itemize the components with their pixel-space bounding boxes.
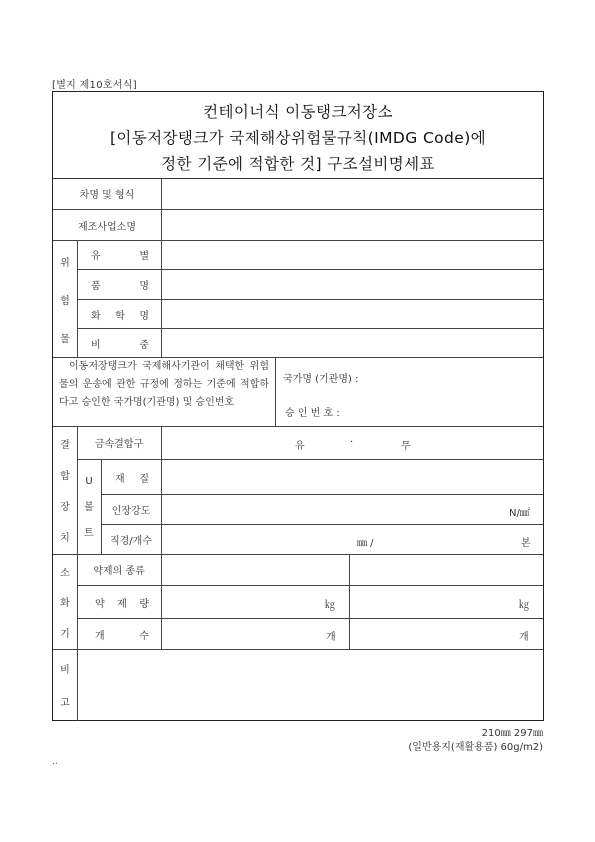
extinguisher-group-label [53, 556, 77, 648]
class-char: 별 [139, 251, 149, 262]
manufacturer-field[interactable] [162, 210, 543, 240]
tensile-label: 인장강도 [111, 506, 151, 517]
chemical-char: 화 [91, 310, 101, 322]
approval-label: 승 인 번 호 : [285, 408, 340, 419]
material-char: 질 [139, 473, 149, 485]
ubolt-char: 볼 [84, 501, 94, 513]
metal-dot: · [350, 437, 354, 448]
count-field[interactable] [383, 525, 513, 554]
chemical-field[interactable] [162, 300, 543, 328]
class-field[interactable] [162, 240, 543, 269]
remarks-char: 비 [60, 665, 70, 676]
hazmat-group-label [53, 242, 77, 356]
approval-field[interactable] [375, 394, 541, 422]
amount-char: 제 [117, 598, 127, 610]
agent-amount-field-1[interactable] [162, 586, 322, 618]
remarks-field[interactable] [78, 650, 543, 720]
remarks-label [53, 652, 77, 718]
ubolt-char: 트 [84, 527, 94, 539]
fixture-char: 장 [60, 502, 70, 513]
extinguisher-count-field-1[interactable] [162, 619, 322, 649]
extinguisher-char: 기 [60, 629, 70, 641]
hazmat-char: 물 [60, 333, 70, 345]
title-line-3: 정한 기준에 적합한 것] 구조설비명세표 [161, 155, 435, 173]
metal-no[interactable]: 무 [401, 441, 411, 452]
title-line-1: 컨테이너식 이동탱크저장소 [203, 103, 393, 121]
rule [77, 240, 78, 357]
count-char: 개 [95, 630, 105, 642]
chemical-label [91, 300, 149, 328]
remarks-char: 고 [60, 698, 70, 709]
extinguisher-count-unit-1: 개 [326, 632, 336, 643]
country-label: 국가명 (기관명) : [283, 374, 359, 385]
tensile-field[interactable] [162, 495, 502, 524]
tensile-unit: N/㎟ [509, 508, 530, 519]
paper-spec: (일반용지(재활용품) 60g/m2) [408, 742, 543, 753]
count-char: 수 [139, 630, 149, 642]
form-code: [별지 제10호서식] [52, 80, 137, 91]
ubolt-label [77, 470, 101, 544]
vehicle-name-label: 차명 및 형식 [79, 190, 135, 201]
fixture-char: 합 [60, 471, 70, 482]
metal-coupler-label: 금속결합구 [94, 439, 144, 450]
extinguisher-count-label [95, 619, 149, 649]
agent-amount-unit-2: ㎏ [519, 600, 529, 611]
agent-amount-label [95, 586, 149, 618]
fixture-char: 치 [60, 533, 70, 544]
fixture-char: 결 [60, 440, 70, 451]
chemical-char: 학 [115, 310, 125, 322]
class-char: 유 [91, 251, 101, 262]
hazmat-char: 위 [60, 257, 70, 269]
title-box [53, 92, 543, 179]
material-label [115, 460, 149, 494]
agent-type-field-2[interactable] [350, 554, 543, 585]
gravity-field[interactable] [162, 329, 543, 357]
gravity-label [91, 329, 149, 357]
extinguisher-count-field-2[interactable] [350, 619, 518, 649]
chemical-char: 명 [139, 310, 149, 322]
agent-type-field-1[interactable] [162, 554, 349, 585]
spec-sheet [52, 91, 544, 721]
diameter-unit: ㎜ / [357, 538, 374, 549]
agent-amount-field-2[interactable] [350, 586, 518, 618]
material-char: 재 [115, 473, 125, 485]
metal-yes[interactable]: 유 [295, 441, 305, 452]
product-label [91, 270, 149, 299]
rule [275, 357, 276, 426]
agent-type-label: 약제의 종류 [93, 566, 145, 577]
ubolt-char: U [85, 475, 93, 487]
product-field[interactable] [162, 270, 543, 299]
count-unit: 본 [521, 538, 531, 549]
hazmat-char: 험 [60, 295, 70, 307]
imdg-note: 이동저장탱크가 국제해사기관이 채택한 위험물의 운송에 관한 규정에 정하는 기준에 적합하다고 승인한 국가명(기관명) 및 승인번호 [59, 361, 269, 408]
diameter-label: 직경/개수 [109, 536, 152, 547]
extinguisher-char: 소 [60, 567, 70, 579]
agent-amount-unit-1: ㎏ [325, 600, 335, 611]
title-line-2: [이동저장탱크가 국제해상위험물규칙(IMDG Code)에 [109, 129, 487, 147]
class-label [91, 240, 149, 269]
paper-size: 210㎜ 297㎜ [481, 728, 543, 739]
vehicle-name-field[interactable] [162, 178, 543, 209]
material-field[interactable] [162, 460, 543, 494]
country-field[interactable] [375, 360, 541, 388]
amount-char: 량 [139, 598, 149, 610]
extinguisher-char: 화 [60, 598, 70, 610]
gravity-char: 중 [139, 339, 149, 351]
product-char: 품 [91, 281, 101, 292]
diameter-field[interactable] [162, 525, 352, 554]
gravity-char: 비 [91, 339, 101, 351]
fixture-group-label [53, 428, 77, 552]
manufacturer-label: 제조사업소명 [78, 221, 136, 233]
extinguisher-count-unit-2: 개 [519, 632, 529, 643]
amount-char: 약 [95, 598, 105, 610]
dots: .. [52, 757, 58, 767]
product-char: 명 [139, 281, 149, 292]
